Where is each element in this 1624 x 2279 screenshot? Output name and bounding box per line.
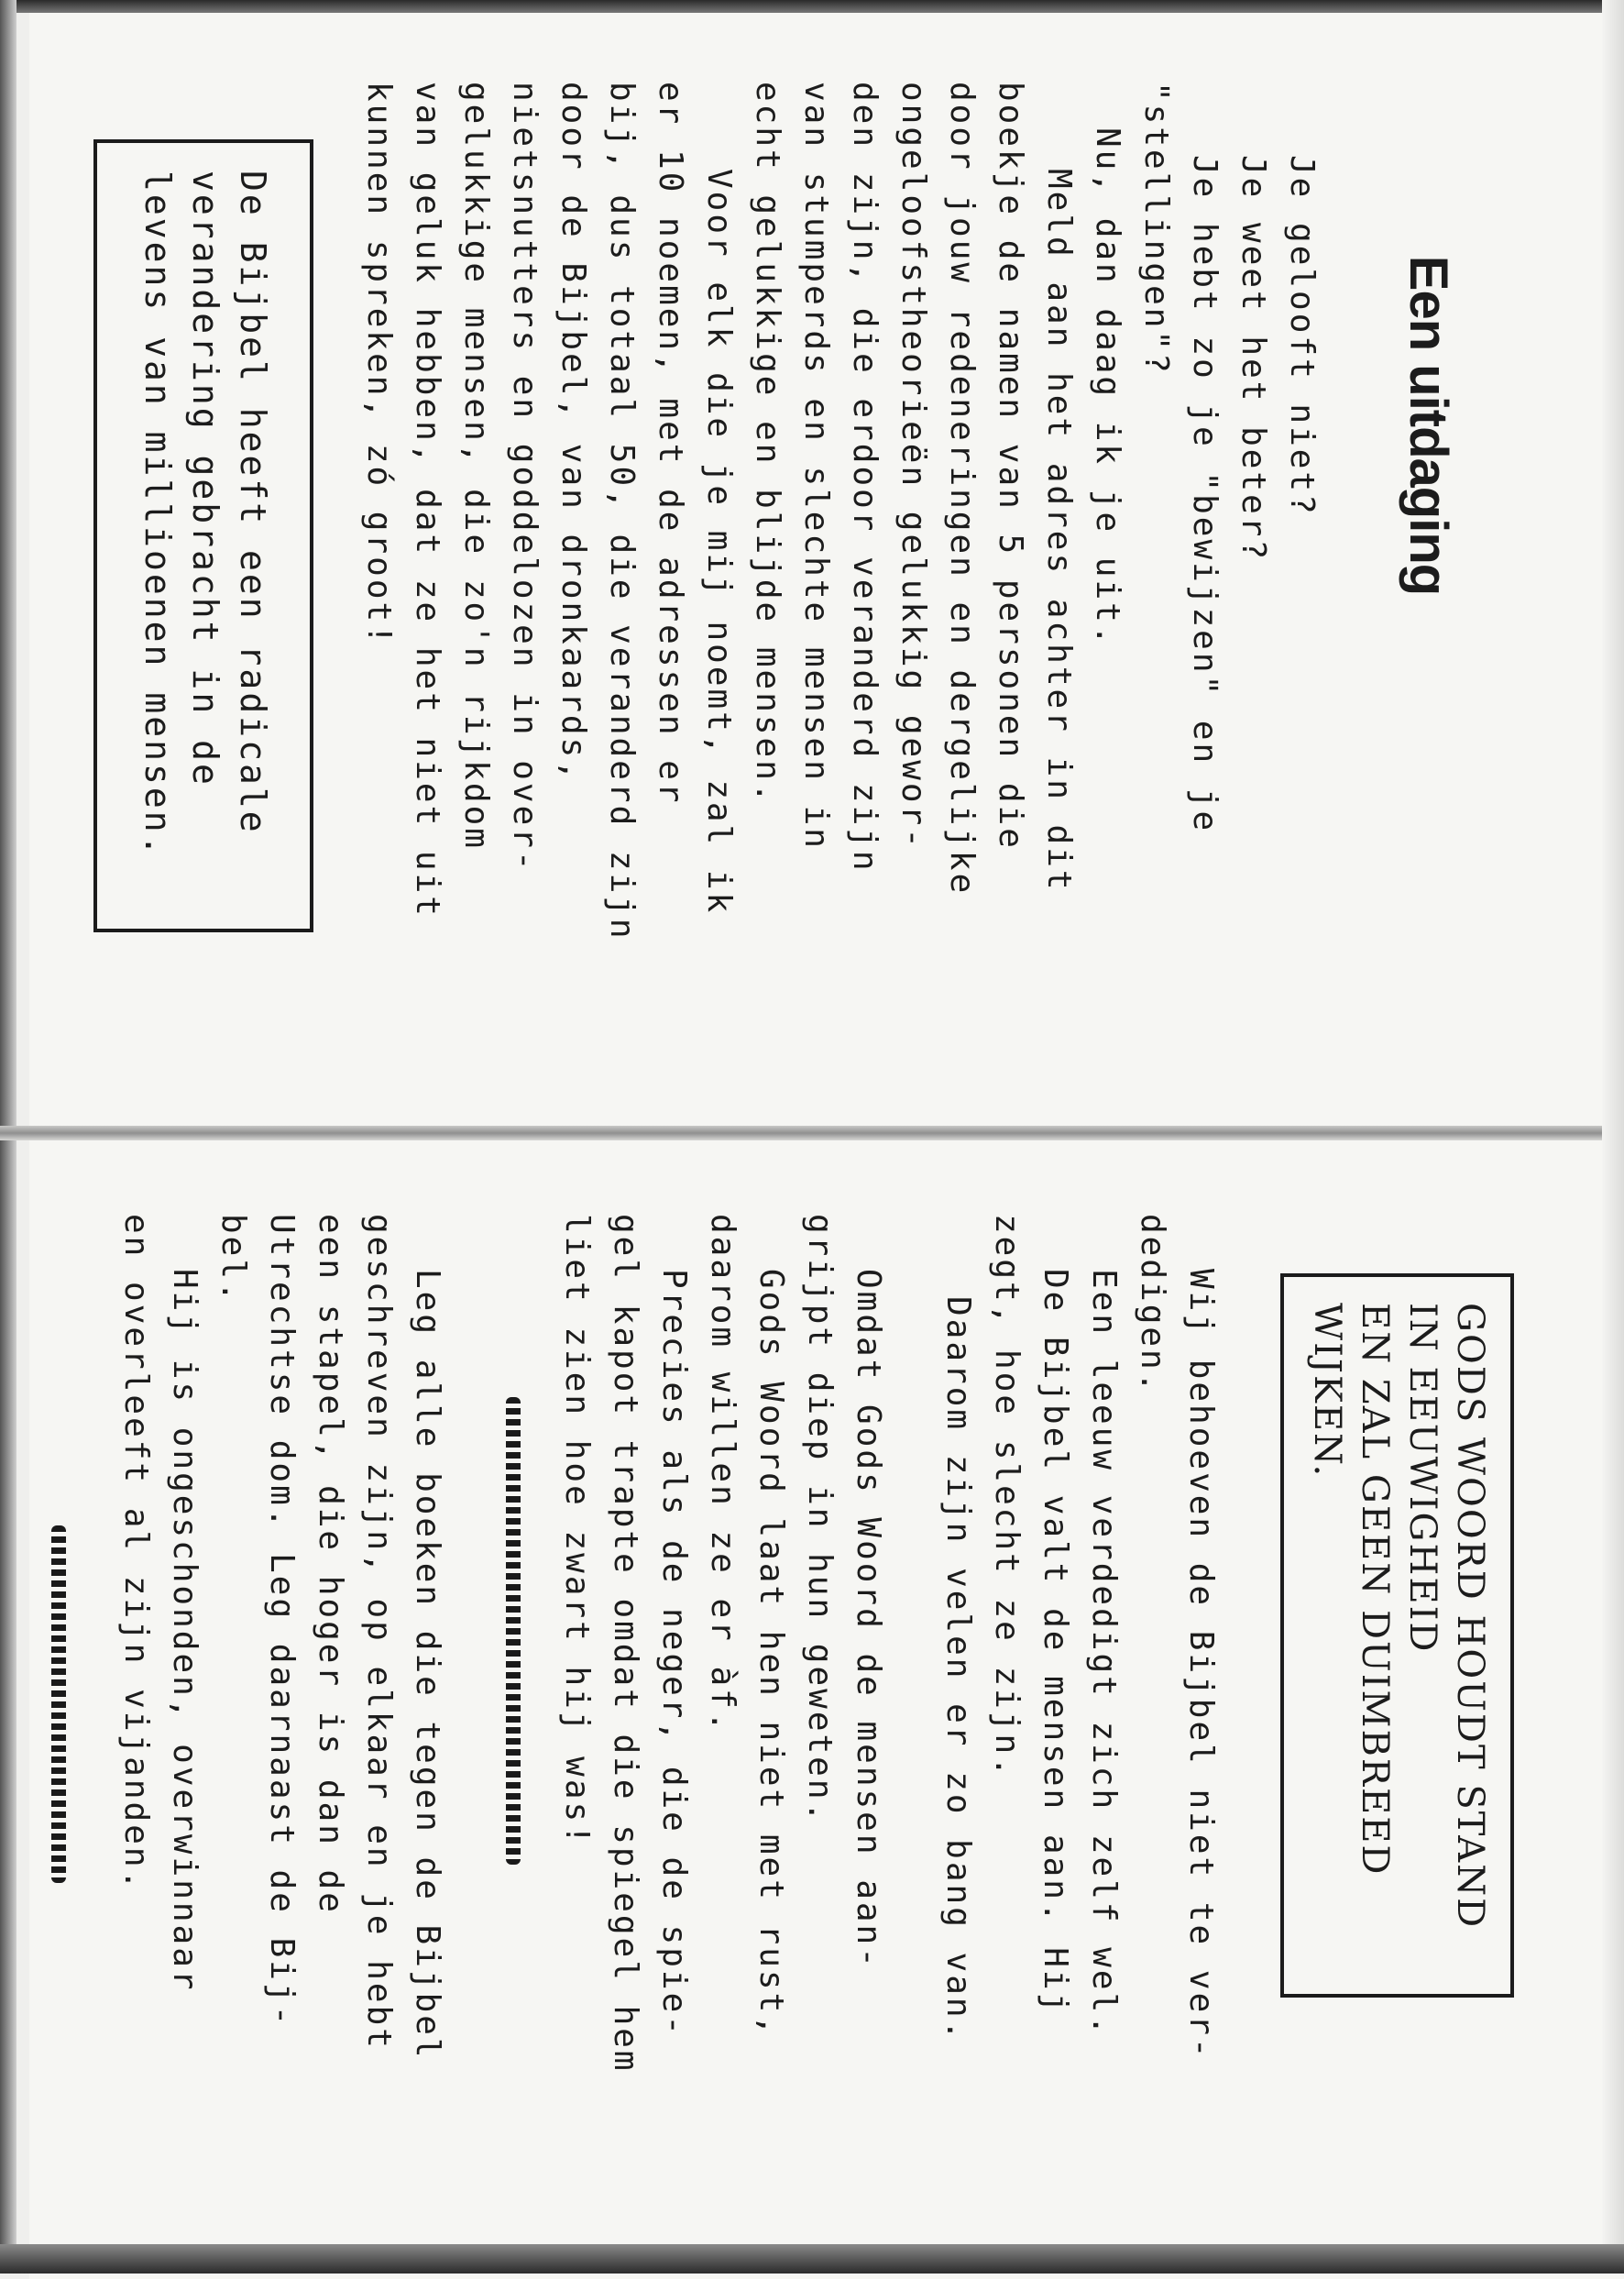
text-line: kunnen spreken, zó groot! [360, 82, 398, 647]
text-line: bij, dus totaal 50, die veranderd zijn [603, 82, 641, 941]
text-line: Utrechtse dom. Leg daarnaast de Bij- [263, 1214, 301, 2029]
text-line: liet zien hoe zwart hij was! [558, 1214, 596, 1847]
text-line: "stellingen"? [1137, 82, 1175, 376]
text-line: bel. [214, 1214, 252, 1305]
book-spine-bottom [0, 2244, 1624, 2273]
text-line: er 10 noemen, met de adressen er [652, 82, 689, 806]
text-line: den zijn, die erdoor veranderd zijn [846, 82, 883, 874]
text-line: door de Bijbel, van dronkaards, [554, 82, 592, 783]
text-line: levens van millioenen mensen. [137, 171, 178, 859]
text-line: van stumperds en slechte mensen in [797, 82, 835, 851]
text-line: echt gelukkige en blijde mensen. [749, 82, 786, 806]
text-line: van geluk hebben, dat ze het niet uit [409, 82, 446, 919]
text-line: Precies als de neger, die de spie- [655, 1269, 693, 2038]
headline-box [1280, 1273, 1514, 1998]
page-title: Een uitdaging [1399, 255, 1458, 596]
text-line: WIJKEN. [1306, 1303, 1348, 1479]
text-line: EN ZAL GEEN DUIMBREED [1354, 1303, 1396, 1877]
text-line: Nu, dan daag ik je uit. [1089, 127, 1126, 648]
text-line: daarom willen ze er àf. [704, 1214, 741, 1734]
text-line: GODS WOORD HOUDT STAND [1449, 1303, 1491, 1930]
book-gutter [0, 1126, 1624, 1140]
text-line: gel kapot trapte omdat die spiegel hem [607, 1214, 644, 2074]
text-line: door jouw redeneringen en dergelijke [943, 82, 981, 897]
page-een-uitdaging [29, 13, 1624, 1151]
text-line: Meld aan het adres achter in dit [1040, 169, 1078, 893]
book-spine-top [0, 0, 1624, 13]
page-gods-woord [29, 1140, 1624, 2279]
text-line: boekje de namen van 5 personen die [992, 82, 1029, 851]
text-line: nietsnutters en goddelozen in over- [506, 82, 543, 874]
text-line: Omdat Gods Woord de mensen aan- [850, 1269, 887, 1970]
text-line: De Bijbel heeft een radicale [233, 171, 273, 835]
text-line: IN EEUWIGHEID [1401, 1303, 1443, 1654]
page-edge [1602, 0, 1624, 2273]
text-line: zegt, hoe slecht ze zijn. [988, 1214, 1026, 1779]
ornament-divider-2 [51, 1525, 66, 1883]
text-line: Je weet het beter? [1234, 155, 1272, 563]
callout-box [93, 139, 313, 932]
text-line: ongeloofstheorieën gelukkig gewor- [894, 82, 932, 851]
text-line: Wij behoeven de Bijbel niet te ver- [1182, 1269, 1220, 2061]
ornament-divider-1 [506, 1397, 521, 1865]
text-line: Een leeuw verdedigt zich zelf wel. [1085, 1269, 1123, 2038]
text-line: Gods Woord laat hen niet met rust, [752, 1269, 790, 2038]
text-line: Je gelooft niet? [1283, 155, 1321, 517]
text-line: De Bijbel valt de mensen aan. Hij [1037, 1269, 1074, 2016]
text-line: Hij is ongeschonden, overwinnaar [166, 1269, 203, 1993]
text-line: een stapel, die hoger is dan de [312, 1214, 349, 1915]
text-line: Je hebt zo je "bewijzen" en je [1186, 155, 1223, 834]
text-line: gelukkige mensen, die zo'n rijkdom [457, 82, 495, 851]
text-line: en overleeft al zijn vijanden. [117, 1214, 155, 1893]
text-line: Voor elk die je mij noemt, zal ik [700, 169, 738, 916]
text-line: geschreven zijn, op elkaar en je hebt [360, 1214, 398, 2051]
text-line: dedigen. [1134, 1214, 1171, 1395]
text-line: grijpt diep in hun geweten. [801, 1214, 839, 1825]
text-line: verandering gebracht in de [185, 171, 225, 787]
text-line: Daarom zijn velen er zo bang van. [939, 1296, 977, 2043]
text-line: Leg alle boeken die tegen de Bijbel [409, 1269, 446, 2061]
